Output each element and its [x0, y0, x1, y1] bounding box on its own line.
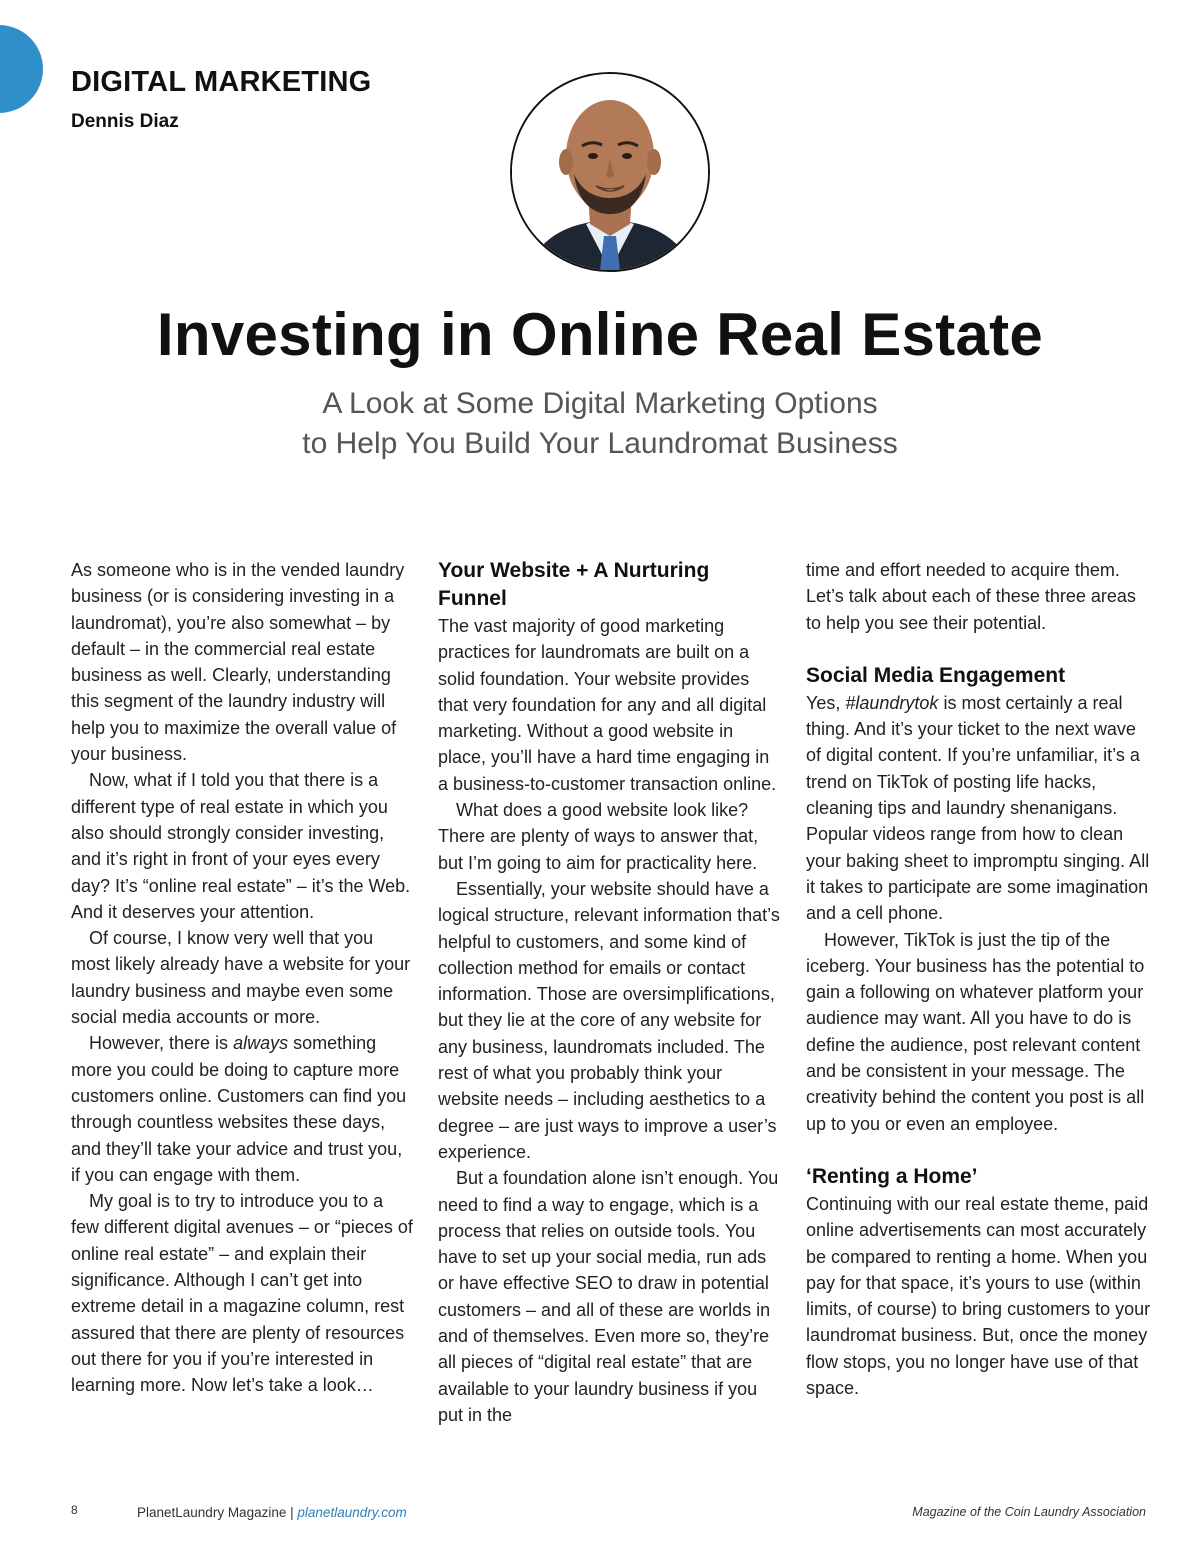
subtitle-line-2: to Help You Build Your Laundromat Business — [302, 427, 898, 460]
section-heading-social-media: Social Media Engagement — [806, 663, 1066, 687]
paragraph — [71, 1030, 416, 1188]
author-name: Dennis Diaz — [71, 111, 179, 132]
paragraph: My goal is to try to introduce you to a few different digital avenues – or “pieces of online real estate” – and explain their significance. Although I can’t get into extreme detail in a magazine column, rest assured that there are plenty of resources out there for you if you’re interested in learning more. Now let’s take a look… — [71, 1191, 413, 1396]
paragraph-text: is most certainly a real thing. And it’s your ticket to the next wave of digital content. If you’re unfamiliar, it’s a trend on TikTok of posting life hacks, cleaning tips and laundry shenanigans. Popular videos range from how to clean your baking sheet to impromptu singing. All it takes to participate are some imagination and a cell phone. — [806, 692, 1150, 924]
column-3 — [806, 557, 1151, 1401]
paragraph: However, TikTok is just the tip of the iceberg. Your business has the potential to gain a following on whatever platform your audience may want. All you have to do is define the audience, post relevant content and be consistent in your message. The creativity behind the content you post is all up to you or even an employee. — [806, 929, 1145, 1134]
emphasis-text: always — [233, 1033, 289, 1054]
spacer — [806, 1137, 1151, 1163]
paragraph: As someone who is in the vended laundry business (or is considering investing in a laundromat), you’re also somewhat – by default – in the commercial real estate business as well. Clearly, understanding this segment of the laundry industry will help you to maximize the overall value of your business. — [71, 560, 405, 765]
footer-separator: | — [290, 1505, 294, 1520]
corner-accent-dot — [0, 25, 43, 113]
author-portrait-image — [512, 74, 708, 270]
paragraph-text: something more you could be doing to capture more customers online. Customers can find you through countless websites these days, and they’ll take your advice and trust you, if you can engage with them. — [71, 1033, 407, 1185]
section-label: DIGITAL MARKETING — [71, 66, 372, 98]
paragraph: Of course, I know very well that you most likely already have a website for your laundry business and maybe even some social media accounts or more. — [71, 928, 411, 1028]
spacer — [806, 636, 1151, 662]
article-title: Investing in Online Real Estate — [156, 301, 1044, 368]
paragraph-text: Yes, — [806, 692, 846, 713]
footer-tagline: Magazine of the Coin Laundry Association — [912, 1505, 1146, 1519]
emphasis-text: #laundrytok — [845, 692, 939, 713]
section-heading-renting: ‘Renting a Home’ — [806, 1164, 978, 1188]
column-1 — [71, 557, 416, 1399]
footer-magazine — [137, 1505, 407, 1520]
article-subtitle — [0, 384, 1200, 464]
page-number: 8 — [71, 1503, 78, 1517]
column-2 — [438, 557, 783, 1428]
paragraph: Essentially, your website should have a logical structure, relevant information that’s helpful to customers, and some kind of collection method for emails or contact information. Those are oversimplifications, but they lie at the core of any website for any business, laundromats included. The rest of what you probably think your website needs – including aesthetics to a degree – are just ways to improve a user’s experience. — [438, 878, 780, 1162]
paragraph: time and effort needed to acquire them. Let’s talk about each of these three areas to help you see their potential. — [806, 560, 1136, 633]
paragraph-text: However, there is — [89, 1033, 234, 1054]
magazine-name: PlanetLaundry Magazine — [137, 1505, 287, 1520]
paragraph: Continuing with our real estate theme, paid online advertisements can most accurately be compared to renting a home. When you pay for that space, it’s yours to use (within limits, of course) to bring customers to your laundromat business. But, once the money flow stops, you no longer have use of that space. — [806, 1193, 1151, 1399]
paragraph: But a foundation alone isn’t enough. You need to find a way to engage, which is a process that relies on outside tools. You have to set up your social media, run ads or have effective SEO to draw in potential customers – and all of these are worlds in and of themselves. Even more so, they’re all pieces of “digital real estate” that are available to your laundry business if you put in the — [438, 1168, 779, 1425]
paragraph: What does a good website look like? There are plenty of ways to answer that, but I’m going to aim for practicality here. — [438, 800, 759, 873]
paragraph: The vast majority of good marketing practices for laundromats are built on a solid foundation. Your website provides that very foundation for any and all digital marketing. Without a good website in place, you’ll have a hard time engaging in a business-to-customer transaction online. — [438, 616, 777, 794]
section-heading-website: Your Website + A Nurturing Funnel — [438, 559, 710, 610]
paragraph: Now, what if I told you that there is a different type of real estate in which you also should strongly consider investing, and it’s right in front of your eyes every day? It’s “online real estate” – it’s the Web. And it deserves your attention. — [71, 770, 411, 922]
author-portrait — [510, 72, 710, 272]
magazine-url-link[interactable]: planetlaundry.com — [297, 1505, 407, 1520]
paragraph — [806, 690, 1151, 927]
subtitle-line-1: A Look at Some Digital Marketing Options — [322, 387, 878, 420]
